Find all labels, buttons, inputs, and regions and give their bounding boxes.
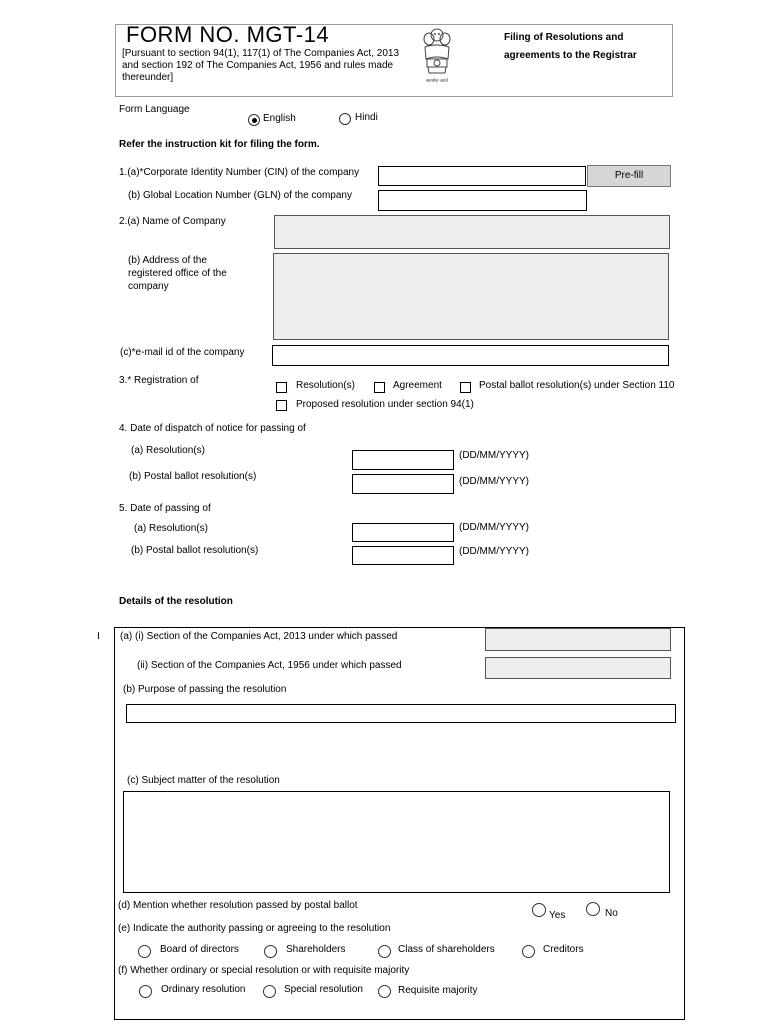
radio-special-resolution[interactable] [263,985,276,998]
form-purpose [504,29,664,65]
gln-label: (b) Global Location Number (GLN) of the company [128,190,352,201]
authority-label: (e) Indicate the authority passing or agreeing to the resolution [118,923,391,934]
passing-resolution-date-input[interactable] [352,523,454,542]
radio-english[interactable] [248,114,260,126]
checkbox-postal-ballot[interactable] [460,382,471,393]
passing-postal-date-input[interactable] [352,546,454,565]
radio-postal-yes[interactable] [532,903,546,917]
radio-requisite-majority[interactable] [378,985,391,998]
form-header [115,24,673,97]
checkbox-proposed-resolution[interactable] [276,400,287,411]
dispatch-resolution-label: (a) Resolution(s) [131,445,205,456]
dispatch-postal-date-input[interactable] [352,474,454,494]
radio-class-of-shareholders[interactable] [378,945,391,958]
passing-resolution-date-format: (DD/MM/YYYY) [459,522,529,533]
resolution-type-label: (f) Whether ordinary or special resolution or with requisite majority [118,965,410,976]
address-label: (b) Address of the registered office of the company [128,255,227,292]
radio-creditors[interactable] [522,945,535,958]
radio-postal-yes-label: Yes [549,910,566,921]
cin-label: 1.(a)*Corporate Identity Number (CIN) of the company [119,167,360,178]
checkbox-proposed-resolution-label: Proposed resolution under section 94(1) [296,399,474,410]
gln-input[interactable] [378,190,587,211]
registration-label: 3.* Registration of [119,375,199,386]
radio-board-of-directors[interactable] [138,945,151,958]
radio-hindi[interactable] [339,113,351,125]
dispatch-date-label: 4. Date of dispatch of notice for passing of [119,423,306,434]
cin-input[interactable] [378,166,586,186]
checkbox-resolutions-label: Resolution(s) [296,380,355,391]
radio-shareholders[interactable] [264,945,277,958]
dispatch-postal-label: (b) Postal ballot resolution(s) [129,471,257,482]
checkbox-resolutions[interactable] [276,382,287,393]
form-purpose-line2: agreements to the Registrar [504,50,637,61]
emblem-caption: सत्यमेव जयते [425,79,449,84]
section-2013-field[interactable] [485,628,671,651]
radio-ordinary-resolution-label: Ordinary resolution [161,984,246,995]
passing-postal-date-format: (DD/MM/YYYY) [459,546,529,557]
form-purpose-line1: Filing of Resolutions and [504,32,624,43]
instruction-text: Refer the instruction kit for filing the form. [119,139,320,150]
radio-requisite-majority-label: Requisite majority [398,985,478,996]
radio-postal-no-label: No [605,908,618,919]
resolution-index: I [97,631,100,642]
radio-postal-no[interactable] [586,902,600,916]
details-heading: Details of the resolution [119,596,233,607]
radio-creditors-label: Creditors [543,944,584,955]
form-subtitle: [Pursuant to section 94(1), 117(1) of The Companies Act, 2013 and section 192 of The Companies Act, 1956 and rules made thereunder] [122,48,400,83]
dispatch-postal-date-format: (DD/MM/YYYY) [459,476,529,487]
radio-shareholders-label: Shareholders [286,944,346,955]
national-emblem-icon [419,25,455,85]
subject-matter-textarea[interactable] [123,791,670,893]
email-label: (c)*e-mail id of the company [120,347,245,358]
address-field[interactable] [273,253,669,340]
prefill-button[interactable]: Pre-fill [587,165,671,187]
passing-resolution-label: (a) Resolution(s) [134,523,208,534]
passing-postal-label: (b) Postal ballot resolution(s) [131,545,259,556]
radio-class-of-shareholders-label: Class of shareholders [398,944,495,955]
dispatch-resolution-date-input[interactable] [352,450,454,470]
section-1956-label: (ii) Section of the Companies Act, 1956 under which passed [137,660,402,671]
passing-date-label: 5. Date of passing of [119,503,211,514]
radio-board-of-directors-label: Board of directors [160,944,239,955]
section-1956-field[interactable] [485,657,671,679]
radio-english-label: English [263,113,296,124]
dispatch-resolution-date-format: (DD/MM/YYYY) [459,450,529,461]
radio-hindi-label: Hindi [355,112,378,123]
radio-ordinary-resolution[interactable] [139,985,152,998]
form-title: FORM NO. MGT-14 [126,22,330,47]
company-name-field[interactable] [274,215,670,249]
purpose-input[interactable] [126,704,676,723]
checkbox-postal-ballot-label: Postal ballot resolution(s) under Section 110 [479,380,675,391]
postal-ballot-label: (d) Mention whether resolution passed by postal ballot [118,900,358,911]
email-input[interactable] [272,345,669,366]
checkbox-agreement[interactable] [374,382,385,393]
section-2013-label: (a) (i) Section of the Companies Act, 2013 under which passed [120,631,398,642]
company-name-label: 2.(a) Name of Company [119,216,226,227]
checkbox-agreement-label: Agreement [393,380,442,391]
subject-matter-label: (c) Subject matter of the resolution [127,775,280,786]
purpose-label: (b) Purpose of passing the resolution [123,684,287,695]
radio-special-resolution-label: Special resolution [284,984,363,995]
form-language-label: Form Language [119,104,190,115]
